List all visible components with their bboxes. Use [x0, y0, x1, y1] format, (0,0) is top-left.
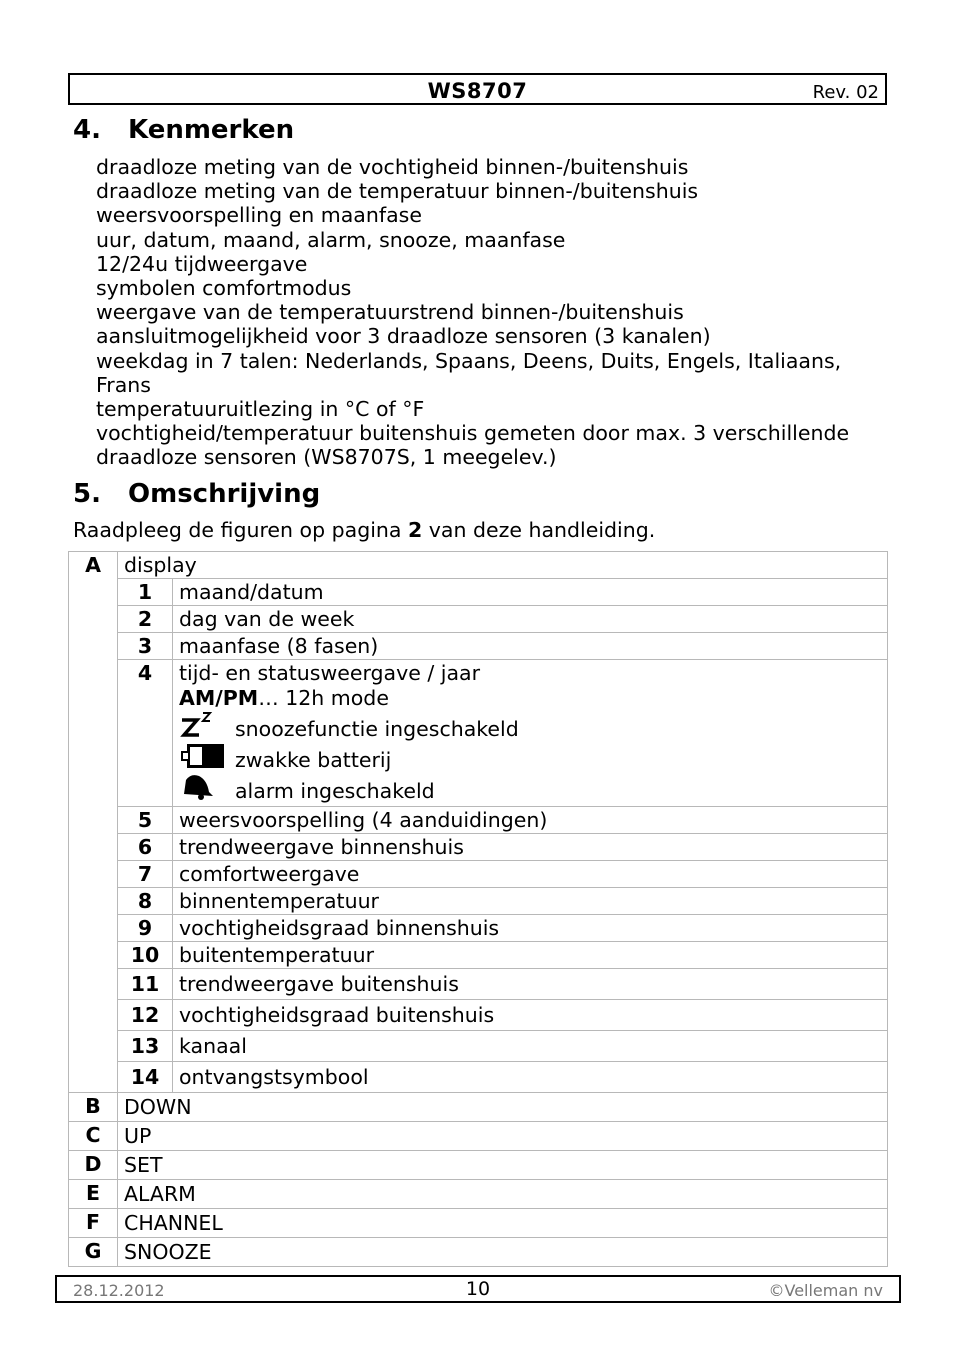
- table-row: [69, 552, 888, 579]
- table-row: [69, 606, 888, 633]
- model-number: WS8707: [427, 79, 528, 103]
- table-row: [69, 861, 888, 888]
- item-label: maand/datum: [173, 579, 888, 606]
- bell-icon: [179, 772, 235, 802]
- table-row: [69, 834, 888, 861]
- alarm-line: [179, 771, 881, 802]
- table-row: [69, 1122, 888, 1151]
- row-label: SNOOZE: [118, 1238, 888, 1267]
- row-letter: D: [69, 1151, 118, 1180]
- table-row: [69, 915, 888, 942]
- list-item: temperatuuruitlezing in °C of °F: [96, 397, 425, 422]
- item-label: dag van de week: [173, 606, 888, 633]
- intro-page-ref: 2: [407, 518, 423, 542]
- item-number: 3: [118, 633, 173, 660]
- table-row: [69, 579, 888, 606]
- item-number: 9: [118, 915, 173, 942]
- table-row: [69, 942, 888, 969]
- list-item: vochtigheid/temperatuur buitenshuis gemeten door max. 3 verschillende draadloze sensoren (WS8707S, 1 meegelev.): [96, 421, 850, 470]
- table-row: [69, 1093, 888, 1122]
- item-number: 1: [118, 579, 173, 606]
- list-item: weersvoorspelling en maanfase: [96, 203, 422, 228]
- row-letter: C: [69, 1122, 118, 1151]
- table-row: [69, 1000, 888, 1031]
- item-number: 5: [118, 807, 173, 834]
- item-label: vochtigheidsgraad binnenshuis: [173, 915, 888, 942]
- item-label: trendweergave buitenshuis: [173, 969, 888, 1000]
- table-row: [69, 1238, 888, 1267]
- intro-after: van deze handleiding.: [422, 518, 656, 542]
- section-number: 4.: [73, 115, 101, 145]
- alarm-label: alarm ingeschakeld: [235, 779, 435, 803]
- row-letter: G: [69, 1238, 118, 1267]
- item-number: 8: [118, 888, 173, 915]
- revision: Rev. 02: [812, 82, 879, 103]
- footer-copyright: ©Velleman nv: [768, 1281, 883, 1300]
- section-number: 5.: [73, 479, 101, 509]
- snooze-icon: [179, 710, 235, 740]
- item-number: 7: [118, 861, 173, 888]
- battery-icon: [179, 741, 235, 771]
- table-row: [69, 888, 888, 915]
- features-list: [96, 155, 886, 470]
- list-item: aansluitmogelijkheid voor 3 draadloze sensoren (3 kanalen): [96, 324, 711, 349]
- table-row: [69, 1151, 888, 1180]
- intro-before: Raadpleeg de figuren op pagina: [73, 518, 408, 542]
- list-item: symbolen comfortmodus: [96, 276, 352, 301]
- footer-date: 28.12.2012: [73, 1281, 165, 1300]
- item-label: weersvoorspelling (4 aanduidingen): [173, 807, 888, 834]
- page-footer: [55, 1275, 901, 1303]
- description-table: [68, 551, 888, 1267]
- item-label: maanfase (8 fasen): [173, 633, 888, 660]
- table-row: [69, 1180, 888, 1209]
- item-label: tijd- en statusweergave / jaar: [179, 661, 481, 685]
- table-row: [69, 807, 888, 834]
- item-number: 4: [118, 660, 173, 807]
- page-header: [68, 73, 887, 105]
- intro-text: [73, 518, 655, 542]
- table-row: [69, 660, 888, 807]
- battery-label: zwakke batterij: [235, 748, 392, 772]
- page-number: 10: [465, 1278, 491, 1300]
- snooze-label: snoozefunctie ingeschakeld: [235, 717, 519, 741]
- list-item: uur, datum, maand, alarm, snooze, maanfase: [96, 227, 566, 252]
- item-label: kanaal: [173, 1031, 888, 1062]
- item-number: 6: [118, 834, 173, 861]
- item-label: vochtigheidsgraad buitenshuis: [173, 1000, 888, 1031]
- item-label: ontvangstsymbool: [173, 1062, 888, 1093]
- table-row: [69, 1062, 888, 1093]
- item-number: 11: [118, 969, 173, 1000]
- item-label: trendweergave binnenshuis: [173, 834, 888, 861]
- section-4-heading: [73, 115, 294, 145]
- table-row: [69, 1209, 888, 1238]
- row-label: ALARM: [118, 1180, 888, 1209]
- row-label: CHANNEL: [118, 1209, 888, 1238]
- ampm-label: AM/PM: [179, 686, 259, 710]
- item-label: buitentemperatuur: [173, 942, 888, 969]
- ampm-line: [179, 687, 881, 709]
- item-number: 2: [118, 606, 173, 633]
- item-label: binnentemperatuur: [173, 888, 888, 915]
- snooze-line: [179, 709, 881, 740]
- list-item: 12/24u tijdweergave: [96, 251, 308, 276]
- item-number: 10: [118, 942, 173, 969]
- row-letter: F: [69, 1209, 118, 1238]
- item-4-cell: [173, 660, 888, 807]
- item-number: 13: [118, 1031, 173, 1062]
- table-row: [69, 633, 888, 660]
- section-title: Kenmerken: [128, 115, 295, 145]
- list-item: draadloze meting van de temperatuur binnen-/buitenshuis: [96, 179, 699, 204]
- table-row: [69, 969, 888, 1000]
- ampm-text: … 12h mode: [258, 686, 389, 710]
- row-label: UP: [118, 1122, 888, 1151]
- row-label: SET: [118, 1151, 888, 1180]
- item-label: comfortweergave: [173, 861, 888, 888]
- section-5-heading: [73, 479, 320, 509]
- row-letter: E: [69, 1180, 118, 1209]
- battery-line: [179, 740, 881, 771]
- row-letter: B: [69, 1093, 118, 1122]
- item-number: 12: [118, 1000, 173, 1031]
- row-label: DOWN: [118, 1093, 888, 1122]
- table-row: [69, 1031, 888, 1062]
- section-title: Omschrijving: [128, 479, 321, 509]
- list-item: draadloze meting van de vochtigheid binnen-/buitenshuis: [96, 155, 689, 179]
- row-label: display: [118, 552, 888, 579]
- item-number: 14: [118, 1062, 173, 1093]
- list-item: weergave van de temperatuurstrend binnen-/buitenshuis: [96, 300, 684, 325]
- row-letter: A: [69, 552, 118, 1093]
- list-item: weekdag in 7 talen: Nederlands, Spaans, Deens, Duits, Engels, Italiaans, Frans: [96, 348, 842, 397]
